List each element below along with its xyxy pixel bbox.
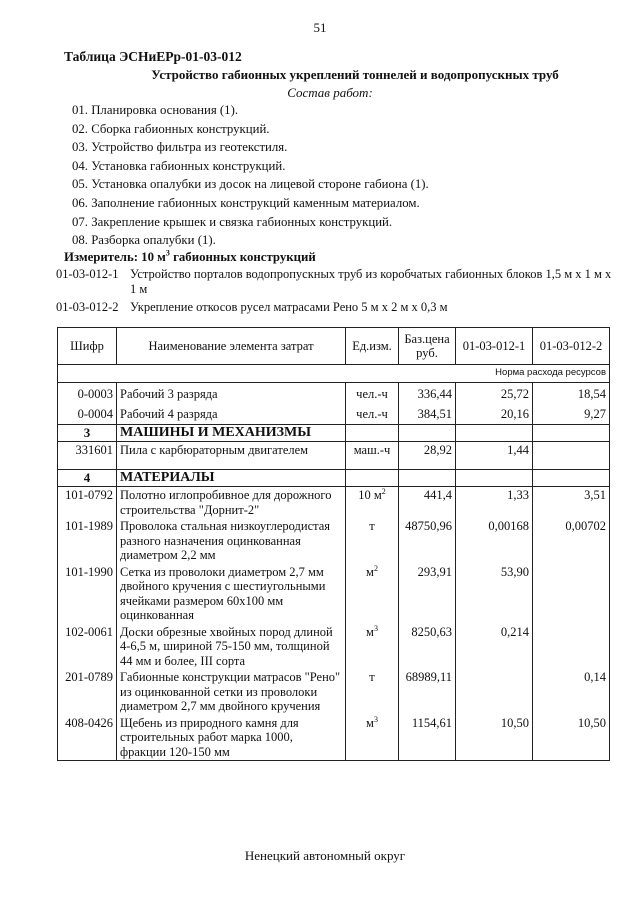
row-unit: маш.-ч xyxy=(346,442,399,459)
footer-region: Ненецкий автономный округ xyxy=(244,848,406,863)
header-unit: Ед.изм. xyxy=(346,328,399,365)
section-title: МАТЕРИАЛЫ xyxy=(117,469,346,487)
composition-heading: Состав работ: xyxy=(287,85,373,100)
row-v1: 20,16 xyxy=(456,403,533,424)
operation-item: 05. Установка опалубки из досок на лицевой стороне габиона (1). xyxy=(72,177,429,192)
row-name: Проволока стальная низкоуглеродистая разного назначения оцинкованная диаметром 2,2 мм xyxy=(117,518,346,564)
row-unit xyxy=(346,624,399,670)
row-price: 293,91 xyxy=(399,564,456,624)
row-code: 201-0789 xyxy=(58,669,117,715)
table-title: Таблица ЭСНиЕРр-01-03-012 xyxy=(64,49,242,64)
section-number: 3 xyxy=(58,424,117,442)
row-price: 336,44 xyxy=(399,382,456,403)
row-name: Доски обрезные хвойных пород длиной 4-6,5 м, шириной 75-150 мм, толщиной 44 мм и более, III сорта xyxy=(117,624,346,670)
row-code: 408-0426 xyxy=(58,715,117,761)
empty-cell xyxy=(533,469,610,487)
unit-text: т xyxy=(369,670,375,684)
row-code: 101-1989 xyxy=(58,518,117,564)
measurer-prefix: Измеритель: 10 м xyxy=(64,250,166,264)
measurer-suffix: габионных конструкций xyxy=(169,250,316,264)
row-name: Рабочий 3 разряда xyxy=(117,382,346,403)
measurer-sup: 3 xyxy=(165,248,170,258)
operation-item: 07. Закрепление крышек и связка габионных конструкций. xyxy=(72,214,393,229)
header-variant-1: 01-03-012-1 xyxy=(456,328,533,365)
empty-cell xyxy=(399,459,456,470)
row-price: 68989,11 xyxy=(399,669,456,715)
variant-code: 01-03-012-1 xyxy=(56,267,119,281)
table-row xyxy=(58,624,610,670)
row-price: 1154,61 xyxy=(399,715,456,761)
row-v2 xyxy=(533,624,610,670)
empty-cell xyxy=(346,459,399,470)
variant-item xyxy=(56,300,616,315)
empty-cell xyxy=(456,469,533,487)
row-unit xyxy=(346,518,399,564)
row-v2: 18,54 xyxy=(533,382,610,403)
norm-row xyxy=(58,365,610,383)
table-row xyxy=(58,715,610,761)
operations-list xyxy=(72,101,429,250)
empty-cell xyxy=(58,459,117,470)
row-v1: 1,33 xyxy=(456,487,533,519)
row-unit: чел.-ч xyxy=(346,382,399,403)
unit-sup: 2 xyxy=(373,563,378,573)
empty-cell xyxy=(399,424,456,442)
row-name: Габионные конструкции матрасов "Рено" из оцинкованной сетки из проволоки диаметром 2,7 мм двойного кручения xyxy=(117,669,346,715)
page-number: 51 xyxy=(313,20,327,35)
empty-cell xyxy=(117,459,346,470)
row-v2: 10,50 xyxy=(533,715,610,761)
row-code: 101-1990 xyxy=(58,564,117,624)
row-code: 102-0061 xyxy=(58,624,117,670)
header-variant-2: 01-03-012-2 xyxy=(533,328,610,365)
row-code: 331601 xyxy=(58,442,117,459)
section-title: МАШИНЫ И МЕХАНИЗМЫ xyxy=(117,424,346,442)
empty-cell xyxy=(346,424,399,442)
variant-item xyxy=(56,267,616,297)
resources-table xyxy=(57,327,610,761)
row-v2 xyxy=(533,442,610,459)
operation-item: 02. Сборка габионных конструкций. xyxy=(72,121,270,136)
table-row xyxy=(58,564,610,624)
table-row xyxy=(58,403,610,424)
variant-code: 01-03-012-2 xyxy=(56,300,119,314)
row-price: 28,92 xyxy=(399,442,456,459)
empty-cell xyxy=(456,459,533,470)
row-unit xyxy=(346,487,399,519)
row-code: 0-0004 xyxy=(58,403,117,424)
row-v2 xyxy=(533,564,610,624)
variants-list xyxy=(56,267,616,318)
row-v1: 53,90 xyxy=(456,564,533,624)
row-name: Щебень из природного камня для строительных работ марка 1000, фракции 120-150 мм xyxy=(117,715,346,761)
unit-text: т xyxy=(369,519,375,533)
row-v2: 0,00702 xyxy=(533,518,610,564)
header-code: Шифр xyxy=(58,328,117,365)
operation-item: 04. Установка габионных конструкций. xyxy=(72,158,286,173)
empty-cell xyxy=(533,459,610,470)
row-unit xyxy=(346,564,399,624)
row-v1: 1,44 xyxy=(456,442,533,459)
row-price: 384,51 xyxy=(399,403,456,424)
row-v1: 10,50 xyxy=(456,715,533,761)
measurer xyxy=(64,250,316,265)
table-row xyxy=(58,442,610,459)
row-v1: 0,00168 xyxy=(456,518,533,564)
row-v2: 3,51 xyxy=(533,487,610,519)
row-unit xyxy=(346,715,399,761)
unit-sup: 3 xyxy=(373,623,378,633)
operation-item: 06. Заполнение габионных конструкций каменным материалом. xyxy=(72,195,420,210)
table-row xyxy=(58,487,610,519)
row-name: Полотно иглопробивное для дорожного строительства "Дорнит-2" xyxy=(117,487,346,519)
header-name: Наименование элемента затрат xyxy=(117,328,346,365)
row-v2: 0,14 xyxy=(533,669,610,715)
row-price: 441,4 xyxy=(399,487,456,519)
unit-text: м xyxy=(366,624,374,639)
row-name: Сетка из проволоки диаметром 2,7 мм двойного кручения с шестиугольными ячейками размером 60х100 мм оцинкованная xyxy=(117,564,346,624)
row-v2: 9,27 xyxy=(533,403,610,424)
empty-cell xyxy=(346,469,399,487)
table-row xyxy=(58,518,610,564)
empty-cell xyxy=(456,424,533,442)
row-price: 48750,96 xyxy=(399,518,456,564)
row-unit xyxy=(346,669,399,715)
header-price: Баз.цена руб. xyxy=(399,328,456,365)
operation-item: 08. Разборка опалубки (1). xyxy=(72,233,216,248)
row-v1 xyxy=(456,669,533,715)
unit-text: м xyxy=(366,715,374,730)
row-price: 8250,63 xyxy=(399,624,456,670)
empty-cell xyxy=(533,424,610,442)
row-name: Рабочий 4 разряда xyxy=(117,403,346,424)
variant-text: Устройство порталов водопропускных труб из коробчатых габионных блоков 1,5 м х 1 м х 1 м xyxy=(130,267,612,296)
unit-sup: 2 xyxy=(381,486,386,496)
row-code: 101-0792 xyxy=(58,487,117,519)
row-v1: 0,214 xyxy=(456,624,533,670)
table-header-row xyxy=(58,328,610,365)
table-row xyxy=(58,382,610,403)
row-code: 0-0003 xyxy=(58,382,117,403)
row-unit: чел.-ч xyxy=(346,403,399,424)
table-row xyxy=(58,669,610,715)
unit-text: 10 м xyxy=(358,488,382,502)
row-name: Пила с карбюраторным двигателем xyxy=(117,442,346,459)
empty-cell xyxy=(399,469,456,487)
variant-text: Укрепление откосов русел матрасами Рено 5 м х 2 м х 0,3 м xyxy=(130,300,448,314)
table-heading: Устройство габионных укреплений тоннелей и водопропускных труб xyxy=(151,67,559,82)
unit-sup: 3 xyxy=(373,714,378,724)
row-v1: 25,72 xyxy=(456,382,533,403)
section-number: 4 xyxy=(58,469,117,487)
spacer-row xyxy=(58,459,610,470)
operation-item: 03. Устройство фильтра из геотекстиля. xyxy=(72,140,288,155)
unit-text: м xyxy=(366,564,374,579)
section-row xyxy=(58,424,610,442)
operation-item: 01. Планировка основания (1). xyxy=(72,103,239,117)
norm-label: Норма расхода ресурсов xyxy=(58,365,610,383)
section-row xyxy=(58,469,610,487)
